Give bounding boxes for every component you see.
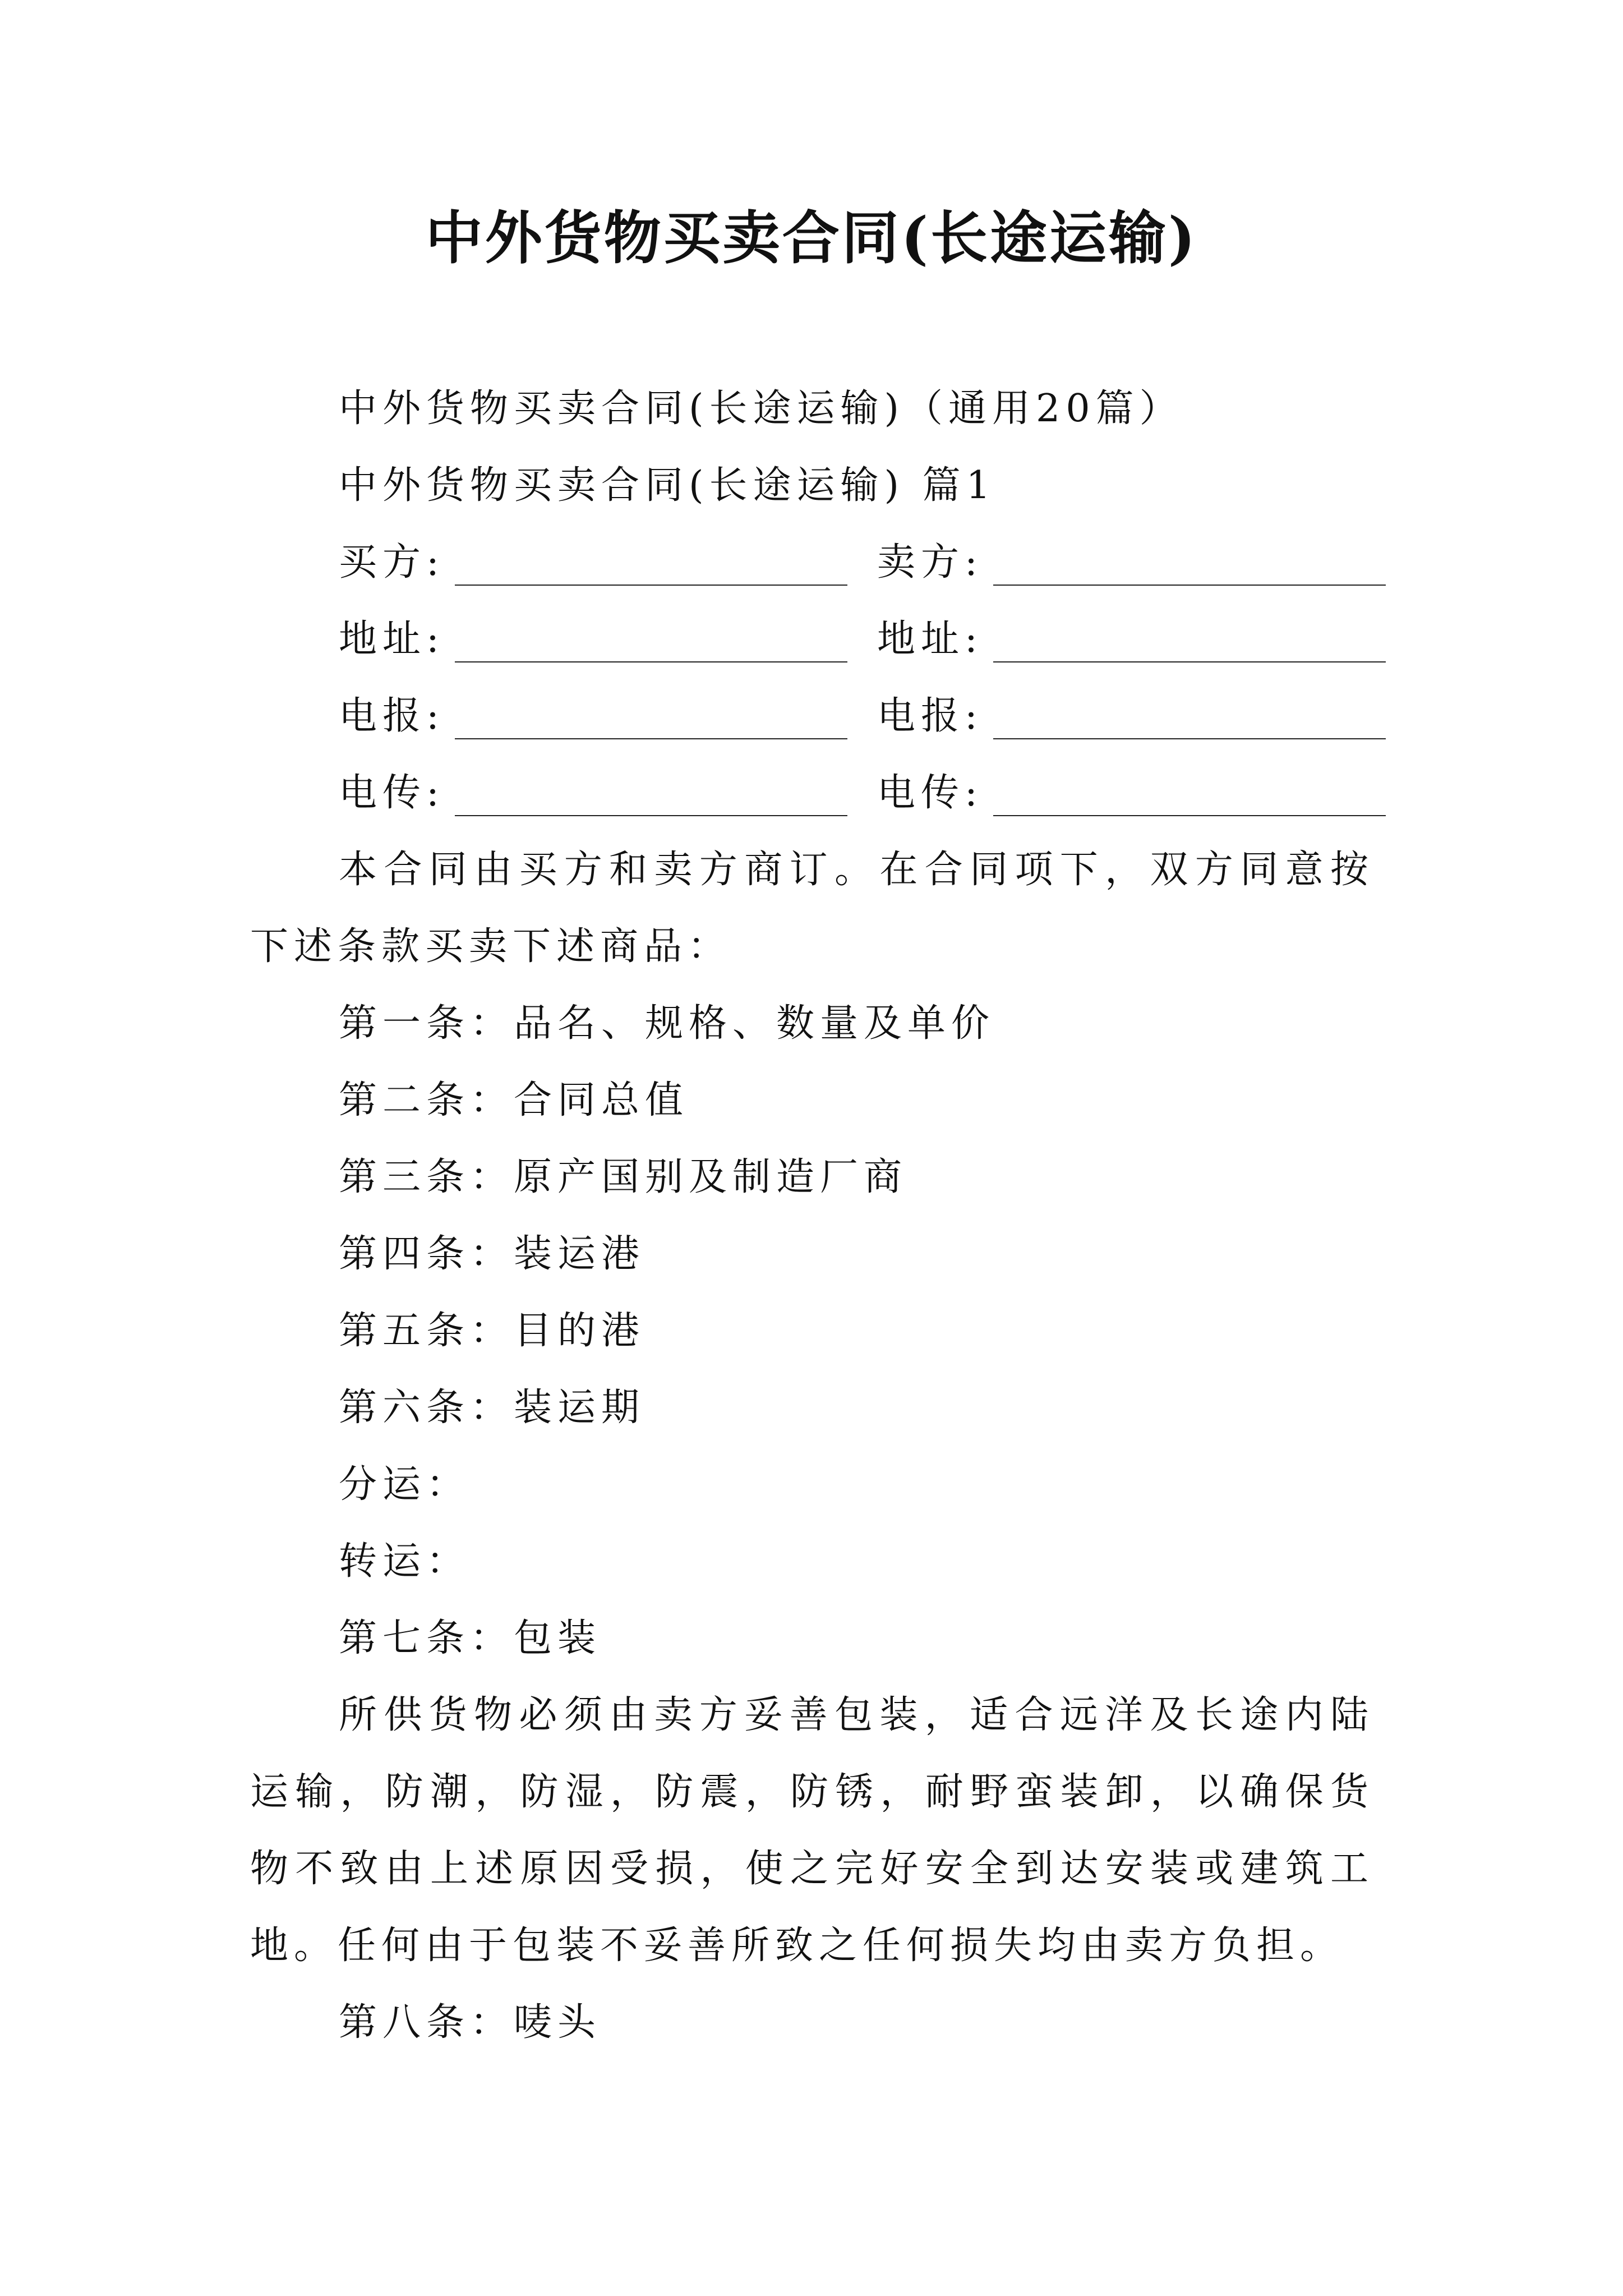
clause-2: 第二条：合同总值 (339, 1078, 689, 1122)
article-heading: 中外货物买卖合同(长途运输) 篇1 (339, 463, 996, 508)
buyer-telegram-blank (455, 738, 847, 739)
seller-label: 卖方: (877, 540, 983, 585)
buyer-telex-label: 电传: (339, 771, 445, 815)
clause-1: 第一条：品名、规格、数量及单价 (339, 1001, 995, 1046)
document-body (250, 370, 1374, 2061)
partial-shipment: 分运： (339, 1462, 471, 1507)
clause-4: 第四条：装运港 (339, 1232, 645, 1276)
clause-5: 第五条：目的港 (339, 1309, 645, 1353)
party-row-address (250, 601, 1374, 678)
seller-telegram-label: 电报: (877, 694, 983, 738)
seller-telex-blank (993, 815, 1386, 816)
party-row-telex (250, 754, 1374, 831)
seller-address-label: 地址: (877, 617, 983, 661)
clause-3: 第三条：原产国别及制造厂商 (339, 1155, 908, 1199)
buyer-address-label: 地址: (339, 617, 445, 661)
collection-title: 中外货物买卖合同(长途运输)（通用20篇） (339, 386, 1183, 431)
buyer-address-blank (455, 661, 847, 662)
packaging-paragraph: 所供货物必须由卖方妥善包装，适合远洋及长途内陆运输，防潮，防湿，防震，防锈，耐野蛮装卸，以确保货物不致由上述原因受损，使之完好安全到达安装或建筑工地。任何由于包装不妥善所致之任何损失均由卖方负担。 (250, 1693, 1374, 1968)
clause-6: 第六条：装运期 (339, 1386, 645, 1430)
clause-8: 第八条：唛头 (339, 2000, 602, 2045)
party-row-telegram (250, 678, 1374, 754)
buyer-telex-blank (455, 815, 847, 816)
buyer-blank (455, 585, 847, 586)
seller-blank (993, 585, 1386, 586)
buyer-label: 买方: (339, 540, 445, 585)
seller-telegram-blank (993, 738, 1386, 739)
transshipment: 转运： (339, 1539, 471, 1584)
clause-7: 第七条：包装 (339, 1616, 602, 1660)
document-title: 中外货物买卖合同(长途运输) (425, 205, 1198, 272)
party-row-name (250, 524, 1374, 601)
buyer-telegram-label: 电报: (339, 694, 445, 738)
seller-address-blank (993, 661, 1386, 662)
seller-telex-label: 电传: (877, 771, 983, 815)
intro-paragraph: 本合同由买方和卖方商订。在合同项下，双方同意按下述条款买卖下述商品： (250, 848, 1374, 969)
